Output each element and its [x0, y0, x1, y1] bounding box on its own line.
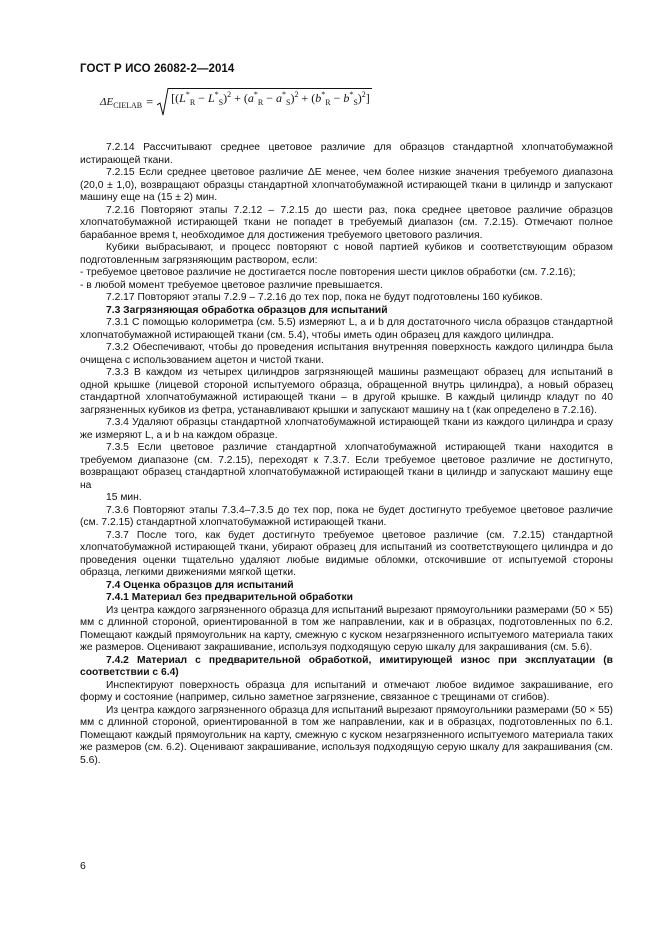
list-item: - в любой момент требуемое цветовое различие превышается. — [80, 279, 383, 291]
paragraph-7-3-5-cont: 15 мин. — [106, 492, 142, 503]
square-root — [157, 88, 372, 116]
paragraph-7-2-14: 7.2.14 Рассчитывают среднее цветовое различие для образцов стандартной хлопчатобумажной истирающей ткани. — [80, 142, 613, 166]
paragraph-7-3-3: 7.3.3 В каждом из четырех цилиндров загрязняющей машины размещают образец для испытаний в одной крышке (лицевой стороной испытуемого образца, обращенной внутрь цилиндра), а новый образец стандартной хлопчатобумажной истирающей ткани – в другой крышке. В каждый цилиндр кладут по 40 загрязненных кубиков из фетра, устанавливают крышки и запускают машину на t (как определено в 7.2.16). — [80, 367, 613, 416]
paragraph-7-4-2-inspect: Инспектируют поверхность образца для испытаний и отмечают любое видимое закрашивание, его форму и состояние (например, сильно заметное загрязнение, связанное с трещинами от сгибов). — [80, 679, 613, 703]
paragraph-7-2-16: 7.2.16 Повторяют этапы 7.2.12 – 7.2.15 до шести раз, пока среднее цветовое различие образцов хлопчатобумажной истирающей ткани не попадет в требуемый диапазон (см. 7.2.15). Отмечают полное барабанное время t, необходимое для достижения требуемого цветового различия. — [80, 204, 613, 241]
section-heading-7-4: 7.4 Оценка образцов для испытаний — [106, 579, 294, 591]
paragraph-cubes-discard: Кубики выбрасывают, и процесс повторяют с новой партией кубиков и соответствующим образом подготовленным загрязняющим раствором, если: — [80, 242, 613, 266]
paragraph-7-3-6: 7.3.6 Повторяют этапы 7.3.4–7.3.5 до тех пор, пока не будет достигнуто требуемое цветовое различие (см. 7.2.15) стандартной хлопчатобумажной истирающей ткани. — [80, 504, 613, 528]
paragraph-7-2-15: 7.2.15 Если среднее цветовое различие ΔE менее, чем более низкие значения требуемого диапазона (20,0 ± 1,0), возвращают образцы стандартной хлопчатобумажной истирающей ткани в цилиндр и запускают машину еще на (15 ± 2) мин. — [80, 167, 613, 203]
section-heading-7-4-2: 7.4.2 Материал с предварительной обработкой, имитирующей износ при эксплуатации (в соответствии с 6.4) — [80, 654, 613, 678]
list-item: - требуемое цветовое различие не достигается после повторения шести циклов обработки (см. 7.2.16); — [80, 267, 576, 278]
paragraph-7-2-17: 7.2.17 Повторяют этапы 7.2.9 – 7.2.16 до тех пор, пока не будут подготовлены 160 кубиков. — [106, 292, 543, 303]
paragraph-7-3-2: 7.3.2 Обеспечивают, чтобы до проведения испытания внутренняя поверхность каждого цилиндра была очищена с использованием ацетон и чистой ткани. — [80, 342, 613, 366]
radical-sign-icon — [157, 88, 169, 116]
paragraph-7-3-4: 7.3.4 Удаляют образцы стандартной хлопчатобумажной истирающей ткани из каждого цилиндра и сразу же измеряют L, a и b на каждом образце. — [80, 417, 613, 441]
paragraph-7-4-2-cut: Из центра каждого загрязненного образца для испытаний вырезают прямоугольники размерами (50 × 55) мм с длинной стороной, ориентированной в том же направлении, как и в образцах, подготовленных по 6.1. Помещают каждый прямоугольник на карту, смежную с куском незагрязненного испытуемого материала таких же размеров (см. 6.2). Оценивают закрашивание, используя подходящую серую шкалу для закрашивания (см. 5.6). — [80, 704, 613, 766]
paragraph-7-4-1-body: Из центра каждого загрязненного образца для испытаний вырезают прямоугольники размерами (50 × 55) мм с длинной стороной, ориентированной в том же направлении, как и в образцах, подготовленных по 6.2. Помещают каждый прямоугольник на карту, смежную с куском незагрязненного испытуемого материала таких же размеров. Оценивают закрашивание, используя подходящую серую шкалу для закрашивания (см. 5.6). — [80, 604, 613, 653]
page-number: 6 — [80, 860, 86, 872]
paragraph-7-3-1: 7.3.1 С помощью колориметра (см. 5.5) измеряют L, a и b для достаточного числа образцов стандартной хлопчатобумажной истирающей ткани (см. 5.4), чтобы иметь один образец для каждого цилиндра. — [80, 317, 613, 341]
formula-radicand: $[(L^*_R - L^*_S)^2 + (a^*_R - a^*_S)^2 + (b^*_R - b^*_S)^2]$ — [169, 88, 372, 116]
formula-equals: = — [146, 94, 154, 109]
document-body — [80, 142, 613, 767]
paragraph-7-3-5: 7.3.5 Если цветовое различие стандартной хлопчатобумажной истирающей ткани находится в требуемом диапазоне (см. 7.2.15), переходят к 7.3.7. Если требуемое цветовое различие не достигнуто, возвращают образец стандартной хлопчатобумажной истирающей ткани в цилиндр и запускают машину еще на — [80, 442, 613, 491]
document-header: ГОСТ Р ИСО 26082-2—2014 — [80, 63, 235, 75]
section-heading-7-3: 7.3 Загрязняющая обработка образцов для испытаний — [106, 304, 388, 316]
delta-e-formula — [100, 88, 372, 116]
paragraph-7-3-7: 7.3.7 После того, как будет достигнуто требуемое цветовое различие (см. 7.2.15) стандартной хлопчатобумажной истирающей ткани, убирают образец для испытаний из соответствующего цилиндра и до проведения оценки тщательно удаляют любые видимые обломки, отскочившие от испытуемой стороны образца, легкими движениями мягкой щетки. — [80, 529, 613, 578]
section-heading-7-4-1: 7.4.1 Материал без предварительной обработки — [106, 592, 354, 603]
formula-lhs: $\Delta E_{CIELAB}$ — [100, 96, 143, 110]
